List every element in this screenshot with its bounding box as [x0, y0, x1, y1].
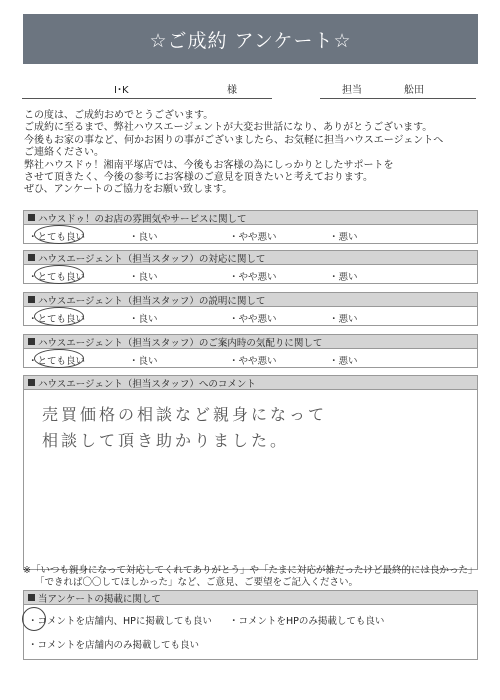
comment-notes	[23, 565, 477, 589]
handwritten-comment-line: 相談して頂き助かりました。	[42, 431, 290, 450]
question-4-header	[23, 334, 478, 349]
option-very-good[interactable]: ・とても良い	[28, 232, 86, 243]
option-somewhat-bad[interactable]: ・やや悪い	[229, 272, 277, 283]
option-somewhat-bad[interactable]: ・やや悪い	[229, 232, 277, 243]
square-bullet-icon	[28, 338, 35, 345]
question-4-title: ハウスエージェント（担当スタッフ）のご案内時の気配りに関して	[38, 337, 323, 349]
question-2-options	[23, 265, 478, 284]
note-line: 「できれば〇〇してほしかった」など、ご意見、ご要望をご記入ください。	[35, 577, 359, 588]
intro-line: ぜひ、アンケートのご協力をお願い致します。	[24, 184, 233, 196]
survey-title: ☆ご成約 アンケート☆	[149, 29, 352, 52]
square-bullet-icon	[28, 594, 35, 601]
staff-label: 担当	[342, 85, 362, 96]
survey-title-banner	[23, 14, 478, 64]
question-2-title: ハウスエージェント（担当スタッフ）の対応に関して	[38, 253, 266, 265]
square-bullet-icon	[28, 254, 35, 261]
staff-name-line	[320, 80, 476, 99]
customer-name: I･K	[114, 85, 129, 96]
option-bad[interactable]: ・悪い	[329, 356, 358, 367]
option-store-only[interactable]: ・コメントを店舗内のみ掲載しても良い	[28, 640, 200, 651]
comment-header	[23, 375, 478, 390]
option-somewhat-bad[interactable]: ・やや悪い	[229, 356, 277, 367]
question-3-title: ハウスエージェント（担当スタッフ）の説明に関して	[38, 295, 266, 307]
intro-line: させて頂きたく、今後の参考にお客様のご意見を頂きたいと考えております。	[24, 172, 373, 184]
option-somewhat-bad[interactable]: ・やや悪い	[229, 314, 277, 325]
option-good[interactable]: ・良い	[129, 314, 158, 325]
intro-line: この度は、ご成約おめでとうございます。	[24, 110, 214, 121]
square-bullet-icon	[28, 379, 35, 386]
option-hp-only[interactable]: ・コメントをHPのみ掲載しても良い	[229, 616, 385, 627]
selected-circle-mark	[22, 607, 46, 631]
publication-options	[23, 605, 478, 660]
publication-header	[23, 590, 478, 605]
selected-circle-mark	[34, 265, 84, 284]
handwritten-comment-line: 売買価格の相談など親身になって	[42, 405, 328, 424]
option-good[interactable]: ・良い	[129, 232, 158, 243]
note-line: ※「いつも親身になって対応してくれてありがとう」や「たまに対応が雑だったけど最終的には良かった」	[23, 565, 478, 576]
question-1-title: ハウスドゥ！のお店の雰囲気やサービスに関して	[38, 213, 247, 225]
question-1-header	[23, 210, 478, 225]
selected-circle-mark	[34, 349, 84, 368]
comment-title: ハウスエージェント（担当スタッフ）へのコメント	[38, 378, 256, 390]
intro-line: 弊社ハウスドゥ！湘南平塚店では、今後もお客様の為にしっかりとしたサポートを	[24, 159, 394, 171]
publication-title: 当アンケートの掲載に関して	[38, 593, 161, 605]
intro-line: ご連絡ください。	[24, 147, 104, 159]
intro-line: 今後もお家の事など、何かお困りの事がございましたら、お気軽に担当ハウスエージェントへ	[24, 134, 444, 146]
option-bad[interactable]: ・悪い	[329, 232, 358, 243]
intro-line: ご成約に至るまで、弊社ハウスエージェントが大変お世話になり、ありがとうございます。	[24, 122, 433, 134]
option-good[interactable]: ・良い	[129, 272, 158, 283]
option-bad[interactable]: ・悪い	[329, 272, 358, 283]
customer-honorific: 様	[227, 85, 237, 96]
question-2-header	[23, 250, 478, 265]
option-store-and-hp[interactable]: ・コメントを店舗内、HPに掲載しても良い	[28, 616, 212, 627]
square-bullet-icon	[28, 214, 35, 221]
option-good[interactable]: ・良い	[129, 356, 158, 367]
option-very-good[interactable]: ・とても良い	[28, 272, 86, 283]
comment-area[interactable]	[23, 390, 478, 570]
question-4-options	[23, 349, 478, 368]
question-1-options	[23, 225, 478, 244]
staff-name: 舩田	[404, 85, 424, 96]
customer-name-line	[22, 80, 272, 99]
intro-paragraph	[24, 110, 484, 197]
option-very-good[interactable]: ・とても良い	[28, 356, 86, 367]
question-3-header	[23, 292, 478, 307]
selected-circle-mark	[34, 307, 84, 326]
option-very-good[interactable]: ・とても良い	[28, 314, 86, 325]
square-bullet-icon	[28, 296, 35, 303]
question-3-options	[23, 307, 478, 326]
option-bad[interactable]: ・悪い	[329, 314, 358, 325]
selected-circle-mark	[34, 225, 84, 244]
